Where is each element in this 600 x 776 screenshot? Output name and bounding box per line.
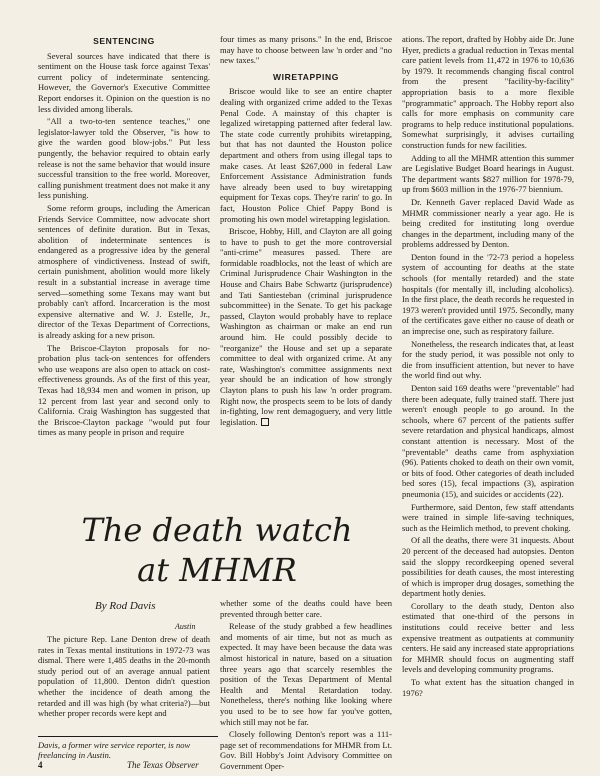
paragraph: Furthermore, said Denton, few staff attendants were trained in simple life-saving techniques, such as the Heimlich method, to prevent choking. — [402, 501, 574, 533]
paragraph: The picture Rep. Lane Denton drew of death rates in Texas mental institutions in 1972-73 was dismal. There were 1,485 deaths in the 20-month study period out of an average annual patient population of 11,800. Denton didn't question whether the incidence of death among the retarded and ill was high (by what criteria?)—but whether proper records were kept and — [38, 634, 210, 719]
column-sentencing — [38, 34, 210, 474]
article-title-line-1: The death watch — [81, 511, 353, 549]
paragraph: Adding to all the MHMR attention this summer are Legislative Budget Board hearings in August. The department wants $827 million for 1978-79, up from $603 million in the 1976-77 biennium. — [402, 152, 574, 195]
end-of-article-mark — [261, 418, 269, 426]
section-heading-sentencing: SENTENCING — [93, 36, 155, 46]
column-mhmr-continued — [402, 34, 574, 752]
paragraph: Some reform groups, including the American Friends Service Committee, now advocate short sentences of definite duration. But in Texas, abolition of indeterminate sentences is endangered as a progressive idea by the general atmosphere of vindictiveness. Instead of swift, certain punishment, abolition would more likely result in a substantial increase in average time served—something some Texans may want but probably can't afford. Incarceration is the most expensive alternative and W. J. Estelle, Jr., director of the Texas Department of Corrections, is already asking for a new prison. — [38, 202, 210, 341]
paragraph: Closely following Denton's report was a 111-page set of recommendations for MHMR from Lt. Gov. Bill Hobby's Joint Advisory Committee on Government Oper- — [220, 729, 392, 771]
paragraph: Nonetheless, the research indicates that, at least for the study period, it was possible not only to die from insufficient attention, but never to have the world find out why. — [402, 338, 574, 381]
publication-name: The Texas Observer — [127, 760, 199, 770]
footer — [38, 760, 199, 770]
paragraph-continued: ations. The report, drafted by Hobby aide Dr. June Hyer, predicts a gradual reduction in Texas mental care patient levels from 11,472 in 1976 to 10,636 by 1979. It recommends changing fiscal control from the present "facility-by-facility" appropriation basis to a more flexible "programmatic" approach. The Hobby report also calls for more emphasis on community care programs to help reduce institutional populations. Somewhat surprisingly, it advises curtailing construction funds for new facilities. — [402, 34, 574, 150]
dateline: Austin — [175, 622, 196, 631]
paragraph-text: Briscoe, Hobby, Hill, and Clayton are all going to have to push to get the more controversial "anti-crime" measures passed. There are formidable roadblocks, not the least of which are Criminal Jurisprudence Chair Washington in the House and Chairs Babe Schwartz (jurisprudence) and Tati Santiesteban (criminal jurisprudence subcommittee) in the Senate. To get his package passed, Clayton would probably have to replace Washington as chairman or make an end run around him. He could possibly decide to "reorganize" the House and set up a separate committee to deal with organized crime. At any rate, Washington's committee assignments next year should be an indication of how strongly Clayton plans to push his law 'n order program. Right now, the prospects seem to be lots of dandy in-fighting, low rent demagoguery, and very little legislation. — [220, 226, 392, 427]
paragraph: Briscoe would like to see an entire chapter dealing with organized crime added to the Texas Penal Code. A mainstay of this chapter is legalized wiretapping patterned after federal law. The state code currently prohibits wiretapping, but that has not daunted the Houston police department and others from using illegal taps to make cases. At least $267,000 in federal Law Enforcement Assistance Administration funds have already been used to buy wiretapping equipment for Texas cops. They're rarin' to go. In fact, Houston Police Chief Pappy Bond is promoting his own model wiretapping legislation. — [220, 86, 392, 224]
paragraph: Of all the deaths, there were 31 inquests. About 20 percent of the deceased had autopsies. Denton said the sloppy recordkeeping opened several possibilities for death causes, the most interesting of which is improper drug dosages, something the department hotly denies. — [402, 535, 574, 599]
column-wiretapping — [220, 34, 392, 474]
paragraph — [220, 226, 392, 427]
article-title-line-2: at MHMR — [137, 551, 297, 589]
paragraph: Denton said 169 deaths were "preventable" had there been adequate, fully trained staff. There just weren't enough people to go around. In the schools, where 67 percent of the patients suffer severe retardation and physical handicaps, almost constant attention is necessary. Most of the "preventable" deaths came from asphyxiation (96). Patients choked to death on their own vomit, or bits of food. Other categories of death included bed sores (15), fecal impactions (3), aspiration pneumonia (15), and suicides or accidents (22). — [402, 383, 574, 499]
author-note: Davis, a former wire service reporter, is now freelancing in Austin. — [38, 736, 218, 760]
paragraph: Corollary to the death study, Denton also estimated that one-third of the persons in institutions could receive better and less expensive treatment as outpatients at community centers. He said any increased state appropriations for MHMR should focus on augmenting staff levels and developing community programs. — [402, 600, 574, 675]
paragraph: Dr. Kenneth Gaver replaced David Wade as MHMR commissioner nearly a year ago. He is being credited for instituting long overdue changes in the department, including many of the problems addressed by Denton. — [402, 196, 574, 250]
paragraph-continued: whether some of the deaths could have been prevented through better care. — [220, 598, 392, 619]
byline: By Rod Davis — [95, 600, 156, 612]
paragraph: The Briscoe-Clayton proposals for no-probation plus tack-on sentences for offenders who use weapons are also open to attack on cost-effectiveness grounds. As of the first of this year, Texas had 18,934 men and women in prison, up 12 percent from last year and second only to California. Craig Washington has suggested that the Briscoe-Clayton package "would put four times as many people in prison and require — [38, 342, 210, 438]
article-column-1 — [38, 634, 210, 730]
section-heading-wiretapping: WIRETAPPING — [273, 71, 339, 82]
paragraph: "All a two-to-ten sentence teaches," one legislator-lawyer told the Observer, "is how to give the warden good blow-jobs." Put less pungently, the behavior required to obtain early release is not the same behavior that would insure successful transition to the free world. Moreover, calling punishment treatment does not make it any less punishing. — [38, 116, 210, 201]
paragraph-continued: four times as many prisons." In the end, Briscoe may have to choose between law 'n order and "no new taxes." — [220, 34, 392, 66]
article-column-2 — [220, 598, 392, 771]
page-number: 4 — [38, 760, 43, 770]
paragraph: Denton found in the '72-73 period a hopeless system of accounting for deaths at the state schools (for mentally retarded) and the state hospitals (for mentally ill, including alcoholics). In the first place, the death records he requested in 1973 weren't provided until 1975. Secondly, many of the certificates gave either no cause of death or an imprecise one, such as respiratory failure. — [402, 251, 574, 337]
paragraph: Several sources have indicated that there is sentiment on the House task force against Texas' current policy of indeterminate sentencing. However, the Governor's Executive Committee Report endorses it. Opinion on the question is no less divided among liberals. — [38, 50, 210, 114]
paragraph: To what extent has the situation changed in 1976? — [402, 677, 574, 698]
paragraph: Release of the study grabbed a few headlines and moments of air time, but not as much as expected. It may have been because the data was almost historical in nature, based on a situation three years ago that scarcely resembles the position of the Texas Department of Mental Health and Mental Retardation today. Nonetheless, there's nothing like looking where you used to be to see how far you've gotten, which still may not be far. — [220, 621, 392, 727]
